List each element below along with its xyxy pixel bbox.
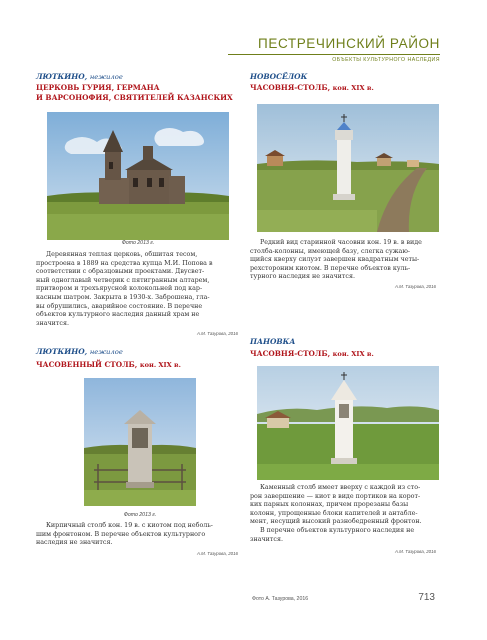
entry-village: ПАНОВКА [250,337,296,346]
object-title [250,83,374,94]
text-line: объектов культурного наследия данный храм не [36,311,200,319]
text-line: наследия не значится. [36,539,113,547]
object-name: ЧАСОВНЯ-СТОЛБ, [250,349,331,358]
photo-caption: Фото 2013 г. [121,240,155,246]
object-title-line: ЦЕРКОВЬ ГУРИЯ, ГЕРМАНА [36,83,160,92]
text-line: Кирпичный столб кон. 19 в. с киотом под неболь- [46,522,213,529]
text-line: столба-колонны, имеющей базу, слегка сужаю- [250,247,410,255]
text-line: мент, несущий высокий разнобедренный фронтон. [250,518,422,526]
church-photo [47,112,229,240]
page-number: 713 [418,592,435,603]
page-header-subtitle: ОБЪЕКТЫ КУЛЬТУРНОГО НАСЛЕДИЯ [332,57,440,63]
author-credit: А.М. Тазурова, 2016 [395,549,436,554]
text-line: ный одноглавый четверик с пятигранным алтарем, [36,276,210,284]
text-line: вы обрушились, аварийное состояние. В перечне [36,302,203,310]
object-title-line: И ВАРСОНОФИЯ, СВЯТИТЕЛЕЙ КАЗАНСКИХ [36,92,233,102]
entry-description [250,239,436,282]
text-line: щийся кверху силуэт завершен квадратным четы- [250,256,420,264]
text-line: соответствии с образцовыми проектами. Двусвет- [36,268,205,276]
object-title [36,83,233,102]
entry-description [36,251,238,328]
village-name: ЛЮТКИНО, [36,347,88,356]
village-name: ЛЮТКИНО, [36,72,88,81]
text-line: притвором и трехъярусной колокольней под кар- [36,285,203,293]
object-name: ЧАСОВНЯ-СТОЛБ, [250,83,331,92]
entry-description [36,522,238,548]
text-line: шим фронтоном. В перечне объектов культурного [36,530,206,538]
panovka-chapel-photo [257,366,439,480]
author-credit: А.М. Тазурова, 2016 [197,551,238,556]
entry-village [36,72,123,81]
object-date: кон. XIX в. [332,84,374,92]
pillar-photo [84,378,196,506]
text-line: В перечне объектов культурного наследия не [260,526,415,534]
text-line: Каменный столб имеет вверху с каждой из сто- [260,484,421,491]
author-credit: А.М. Тазурова, 2016 [197,331,238,336]
object-title [250,349,374,360]
text-line: простроена в 1889 на средства купца М.И. Попова в [36,259,213,267]
village-status: нежилое [89,348,123,356]
text-line: значится. [250,535,283,543]
object-title [36,360,181,371]
object-name: ЧАСОВЕННЫЙ СТОЛБ, [36,360,138,369]
text-line: турного наследия не значится. [250,273,355,281]
page-header-region: ПЕСТРЕЧИНСКИЙ РАЙОН [258,36,440,51]
text-line: рон завершение — киот в виде портиков на корот- [250,492,421,500]
object-date: кон. XIX в. [139,361,181,369]
header-rule [228,54,440,55]
text-line: колонн, упрощенные блоки капителей и антабле- [250,509,418,517]
text-line: ких парных колоннах, причем прорезаны базы [250,501,409,509]
text-line: Редкий вид старинной часовни кон. 19 в. в виде [260,239,422,246]
entry-description [250,484,436,544]
column-chapel-photo [257,104,439,232]
entry-village: НОВОСЁЛОК [250,72,308,81]
entry-village [36,347,123,356]
text-line: значится. [36,319,69,327]
text-line: рехстороним киотом. В перечне объектов куль- [250,264,411,272]
footer-photo-credit: Фото А. Тазурова, 2016 [252,596,309,602]
author-credit: А.М. Тазурова, 2016 [395,284,436,289]
village-status: нежилое [89,73,123,81]
photo-caption: Фото 2013 г. [123,512,157,518]
text-line: Деревянная теплая церковь, обшитая тесом, [46,251,198,258]
object-date: кон. XIX в. [332,350,374,358]
text-line: касным шатром. Закрыта в 1930-х. Заброшена, гла- [36,293,210,301]
